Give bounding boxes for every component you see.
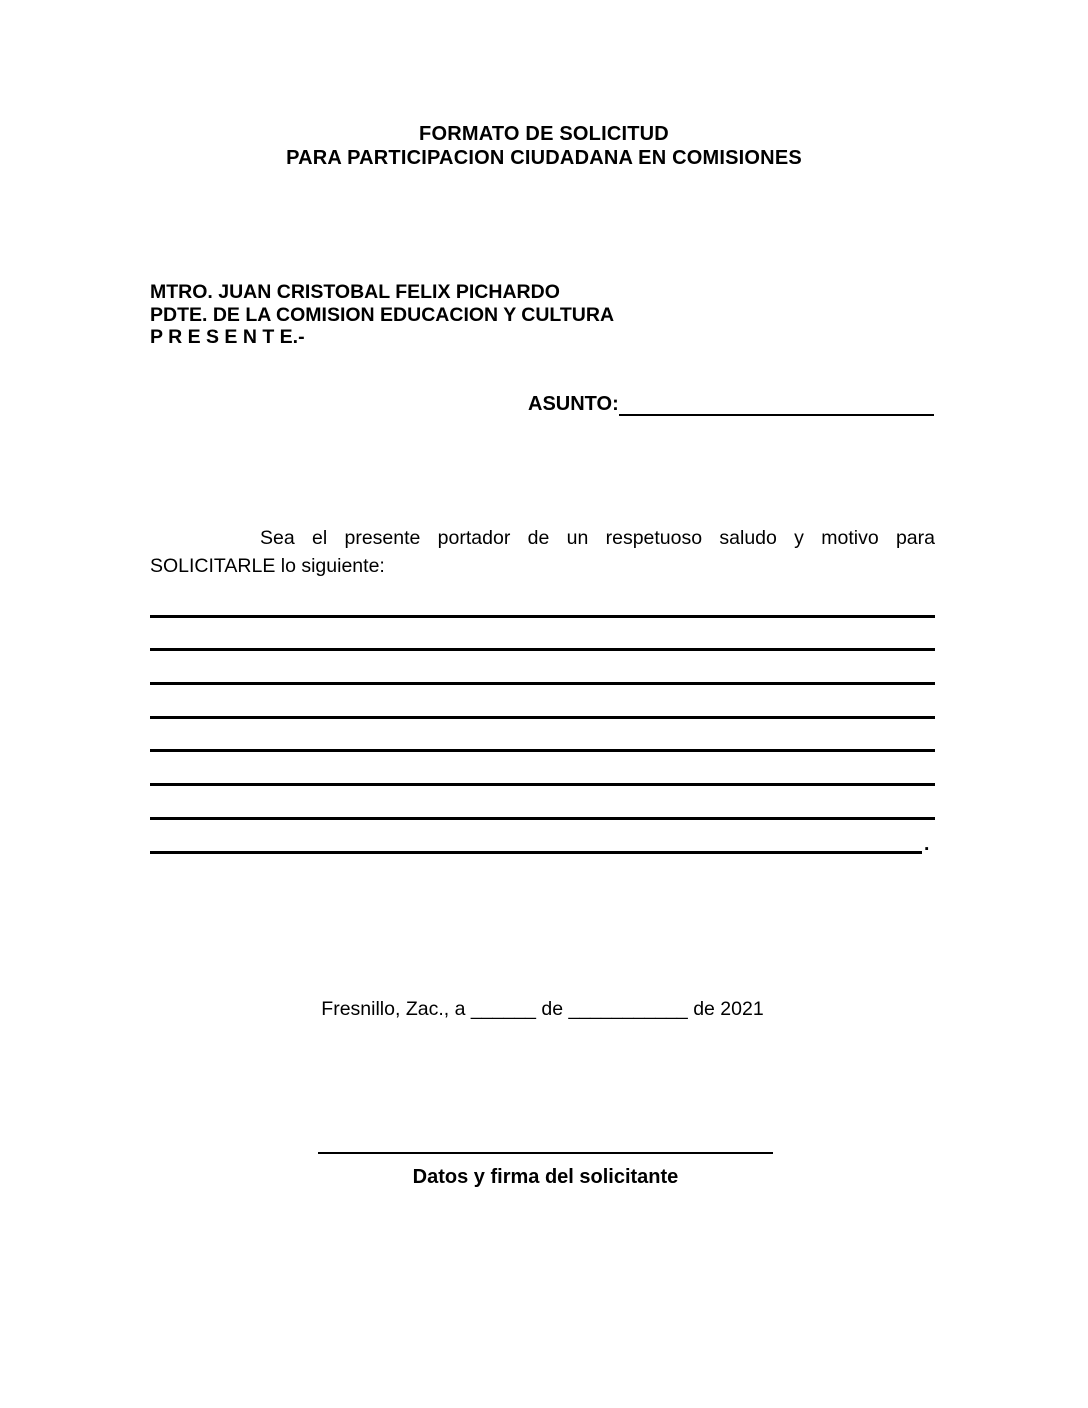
writing-line[interactable] xyxy=(150,618,935,652)
date-month-blank-field[interactable]: ___________ xyxy=(568,998,688,1020)
writing-line[interactable] xyxy=(150,719,935,753)
signature-caption: Datos y firma del solicitante xyxy=(412,1166,679,1188)
body-paragraph-line1: Sea el presente portador de un respetuoso saludo y motivo para xyxy=(260,527,935,549)
body-paragraph-line2: SOLICITARLE lo siguiente: xyxy=(150,555,385,578)
signature-line[interactable] xyxy=(318,1152,773,1154)
date-line xyxy=(150,998,935,1021)
writing-line[interactable] xyxy=(150,685,935,719)
asunto-row xyxy=(528,393,934,416)
document-title xyxy=(0,123,1088,170)
document-title-line1: FORMATO DE SOLICITUD xyxy=(419,123,669,145)
writing-line-last-field[interactable] xyxy=(150,820,922,854)
date-suffix: de 2021 xyxy=(693,998,764,1020)
document-title-line2: PARA PARTICIPACION CIUDADANA EN COMISIONES xyxy=(286,146,802,169)
addressee-name: MTRO. JUAN CRISTOBAL FELIX PICHARDO xyxy=(150,281,560,303)
date-prefix: Fresnillo, Zac., a xyxy=(321,998,466,1020)
asunto-label: ASUNTO: xyxy=(528,393,619,415)
signature-block xyxy=(318,1152,773,1189)
trailing-period: . xyxy=(924,833,930,855)
addressee-block xyxy=(150,281,614,349)
writing-line-last xyxy=(150,820,935,854)
writing-lines-block xyxy=(150,584,935,854)
writing-line[interactable] xyxy=(150,651,935,685)
writing-line[interactable] xyxy=(150,584,935,618)
addressee-role: PDTE. DE LA COMISION EDUCACION Y CULTURA xyxy=(150,303,615,326)
writing-line[interactable] xyxy=(150,786,935,820)
writing-line[interactable] xyxy=(150,752,935,786)
addressee-presente: P R E S E N T E.- xyxy=(150,326,305,349)
date-day-blank-field[interactable]: ______ xyxy=(470,998,536,1020)
body-paragraph xyxy=(150,524,935,581)
asunto-blank-field[interactable] xyxy=(619,393,934,416)
date-connector: de xyxy=(541,998,564,1020)
